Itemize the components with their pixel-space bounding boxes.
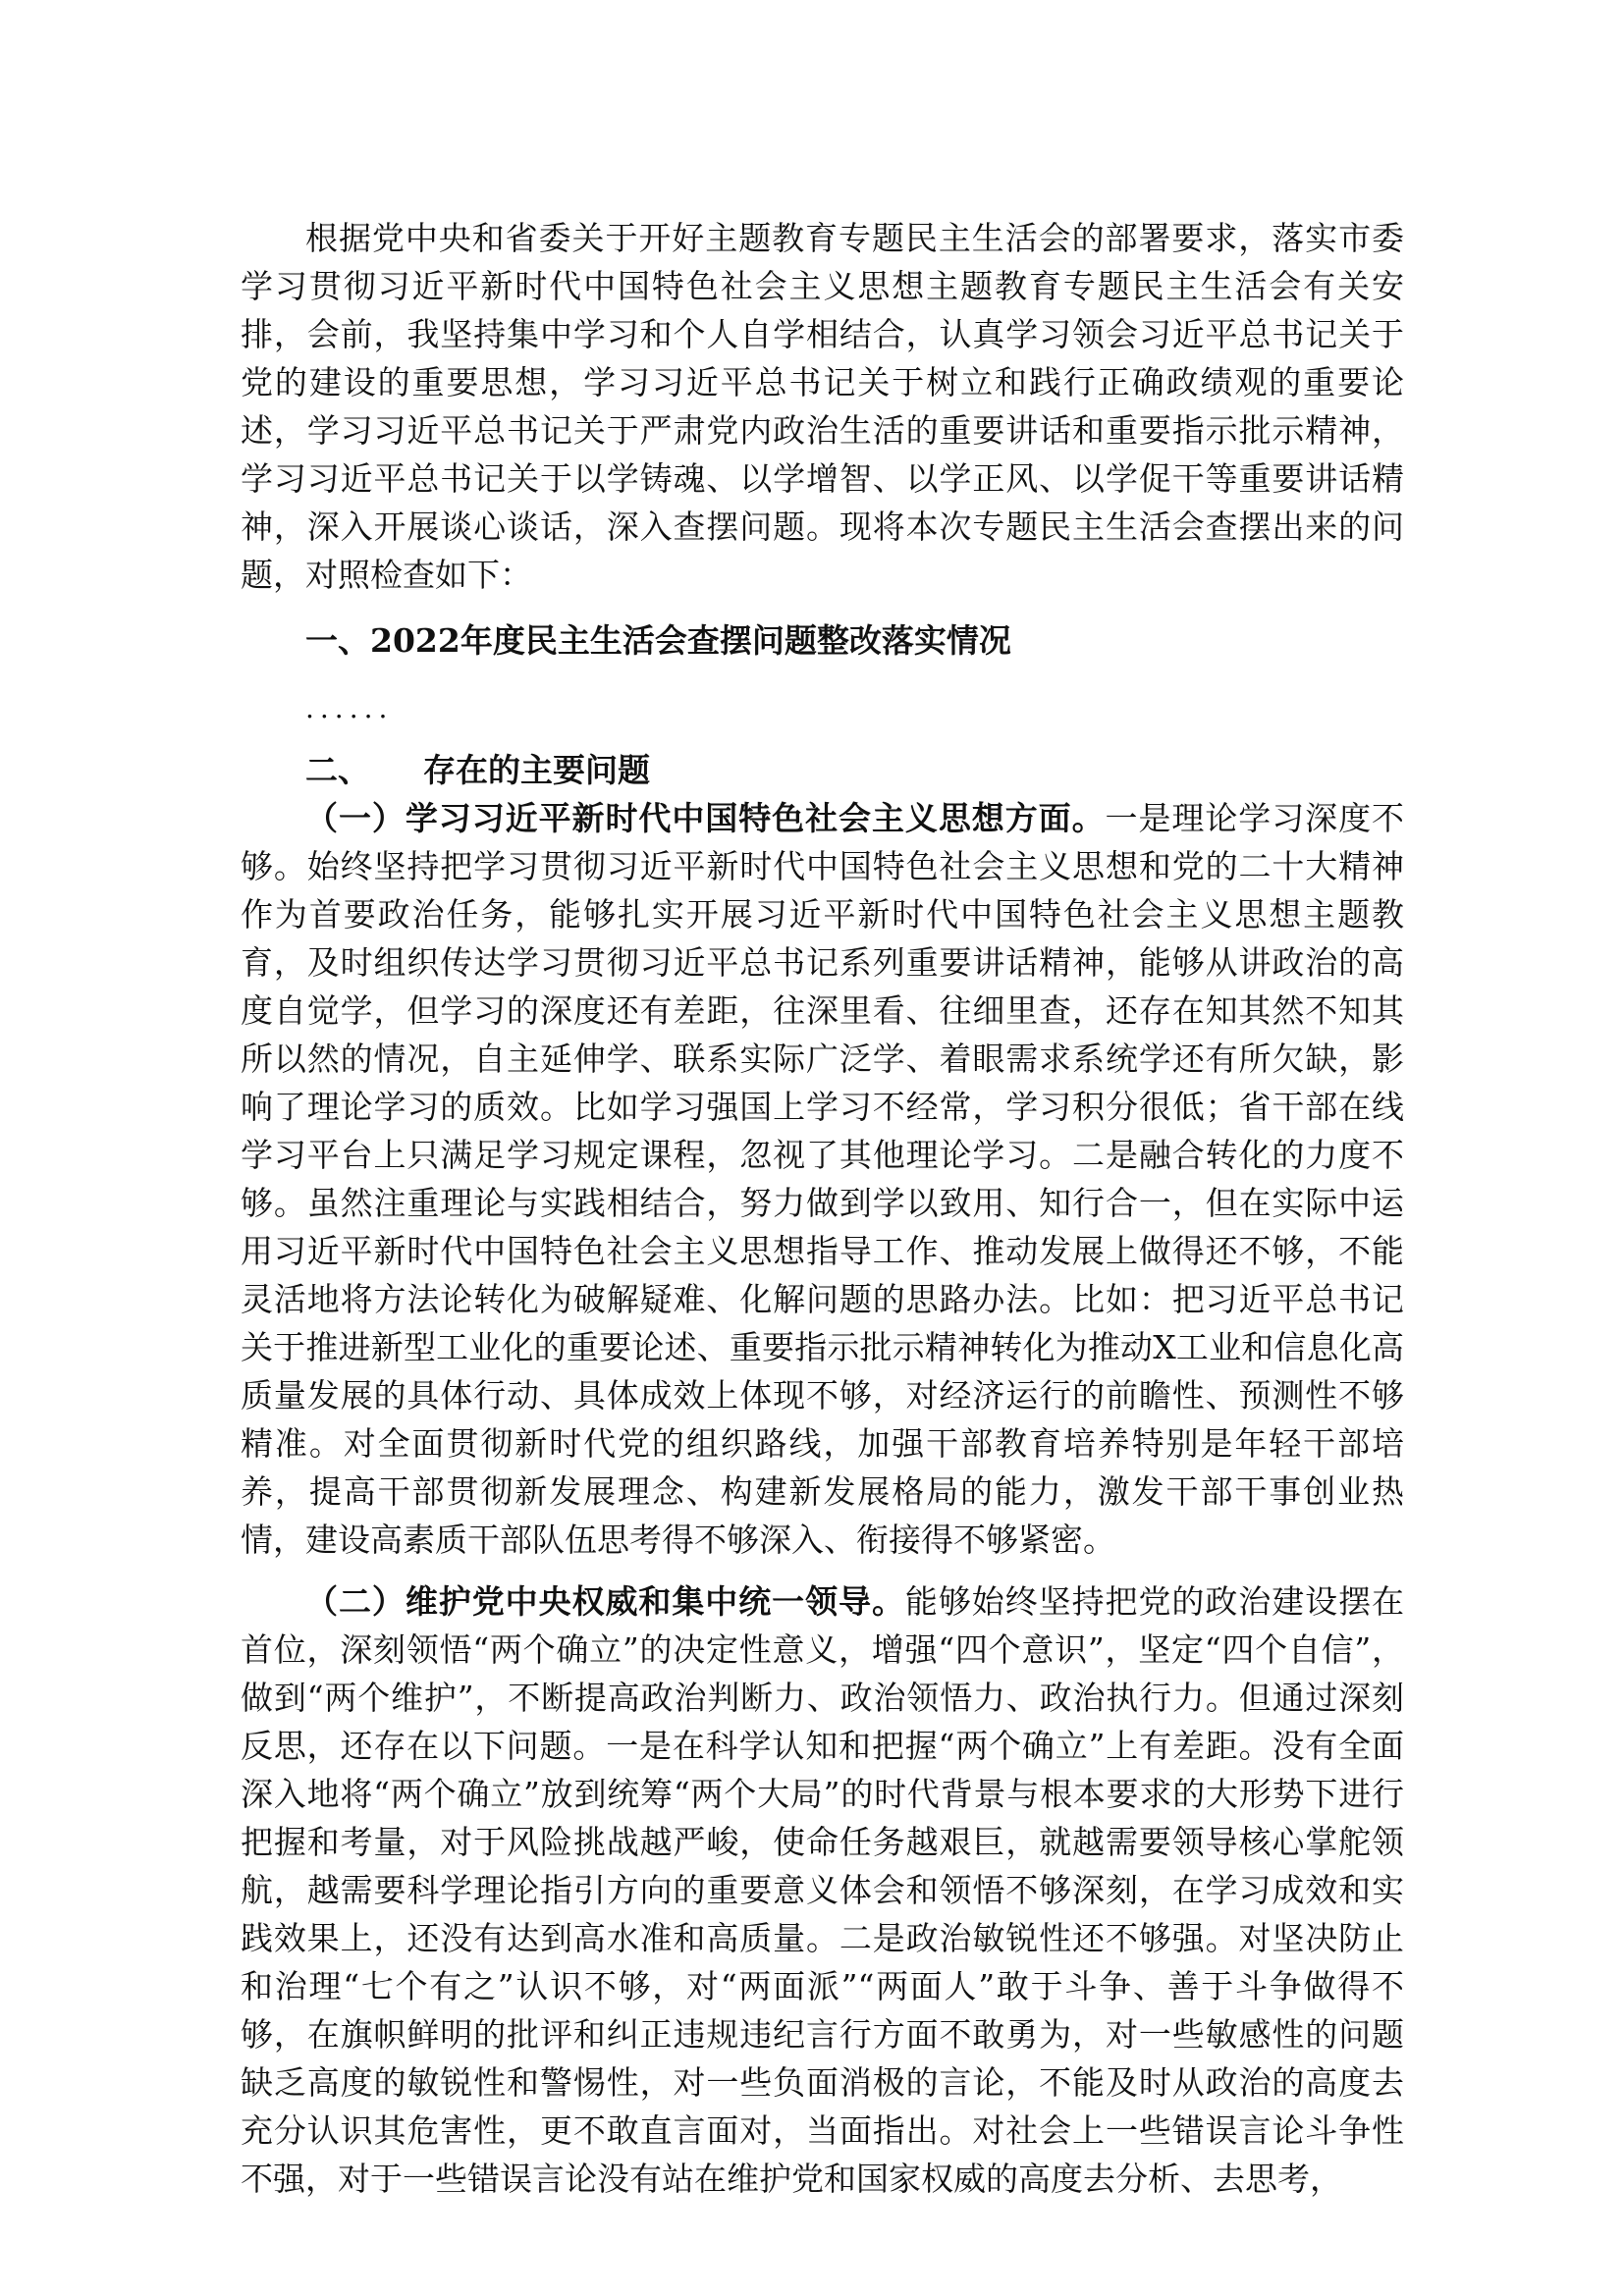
section-2-title: 存在的主要问题 [423,751,650,789]
item-1-paragraph [241,794,1404,1564]
document-page [241,214,1404,2203]
item-1-lead: （一）学习习近平新时代中国特色社会主义思想方面。 [305,799,1106,837]
item-2-body: 能够始终坚持把党的政治建设摆在首位，深刻领悟“两个确立”的决定性意义，增强“四个意识”，坚定“四个自信”，做到“两个维护”，不断提高政治判断力、政治领悟力、政治执行力。但通过深刻反思，还存在以下问题。一是在科学认知和把握“两个确立”上有差距。没有全面深入地将“两个确立”放到统筹“两个大局”的时代背景与根本要求的大形势下进行把握和考量，对于风险挑战越严峻，使命任务越艰巨，就越需要领导核心掌舵领航，越需要科学理论指引方向的重要意义体会和领悟不够深刻，在学习成效和实践效果上，还没有达到高水准和高质量。二是政治敏锐性还不够强。对坚决防止和治理“七个有之”认识不够，对“两面派”“两面人”敢于斗争、善于斗争做得不够，在旗帜鲜明的批评和纠正违规违纪言行方面不敢勇为，对一些敏感性的问题缺乏高度的敏锐性和警惕性，对一些负面消极的言论，不能及时从政治的高度去充分认识其危害性，更不敢直言面对，当面指出。对社会上一些错误言论斗争性不强，对于一些错误言论没有站在维护党和国家权威的高度去分析、去思考， [241,1582,1404,2198]
item-2-lead: （二）维护党中央权威和集中统一领导。 [305,1582,905,1621]
section-2-number: 二、 [305,751,370,789]
item-1-body: 一是理论学习深度不够。始终坚持把学习贯彻习近平新时代中国特色社会主义思想和党的二十大精神作为首要政治任务，能够扎实开展习近平新时代中国特色社会主义思想主题教育，及时组织传达学习贯彻习近平总书记系列重要讲话精神，能够从讲政治的高度自觉学，但学习的深度还有差距，往深里看、往细里查，还存在知其然不知其所以然的情况，自主延伸学、联系实际广泛学、着眼需求系统学还有所欠缺，影响了理论学习的质效。比如学习强国上学习不经常，学习积分很低；省干部在线学习平台上只满足学习规定课程，忽视了其他理论学习。二是融合转化的力度不够。虽然注重理论与实践相结合，努力做到学以致用、知行合一，但在实际中运用习近平新时代中国特色社会主义思想指导工作、推动发展上做得还不够，不能灵活地将方法论转化为破解疑难、化解问题的思路办法。比如：把习近平总书记关于推进新型工业化的重要论述、重要指示批示精神转化为推动X工业和信息化高质量发展的具体行动、具体成效上体现不够，对经济运行的前瞻性、预测性不够精准。对全面贯彻新时代党的组织路线，加强干部教育培养特别是年轻干部培养，提高干部贯彻新发展理念、构建新发展格局的能力，激发干部干事创业热情，建设高素质干部队伍思考得不够深入、衔接得不够紧密。 [241,799,1404,1559]
section-2-heading [241,746,1404,794]
section-1-ellipsis: ...... [305,692,394,724]
item-2-paragraph [241,1577,1404,2203]
section-1-heading: 一、2022年度民主生活会查摆问题整改落实情况 [305,621,1011,660]
intro-paragraph: 根据党中央和省委关于开好主题教育专题民主生活会的部署要求，落实市委学习贯彻习近平新时代中国特色社会主义思想主题教育专题民主生活会有关安排，会前，我坚持集中学习和个人自学相结合，认真学习领会习近平总书记关于党的建设的重要思想，学习习近平总书记关于树立和践行正确政绩观的重要论述，学习习近平总书记关于严肃党内政治生活的重要讲话和重要指示批示精神，学习习近平总书记关于以学铸魂、以学增智、以学正风、以学促干等重要讲话精神，深入开展谈心谈话，深入查摆问题。现将本次专题民主生活会查摆出来的问题，对照检查如下： [241,219,1404,594]
